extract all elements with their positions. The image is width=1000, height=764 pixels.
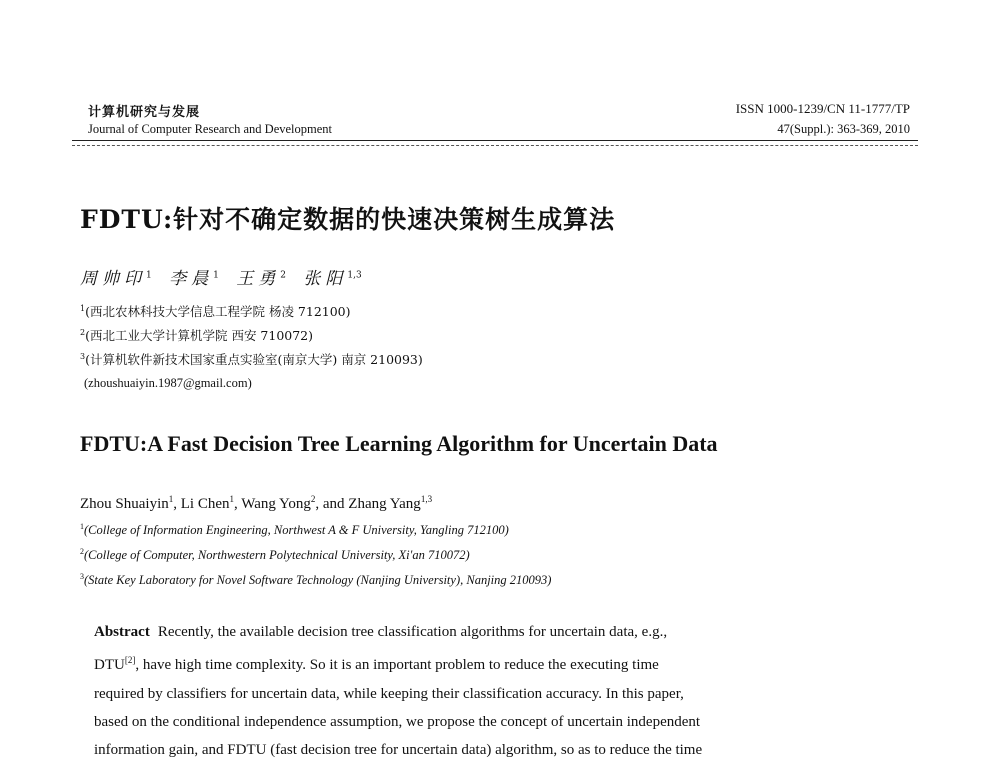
affiliation-cn: $^2$(西北工业大学计算机学院 西安 710072) — [80, 327, 314, 343]
author-cn: 张阳$^{1,3}$ — [303, 269, 362, 289]
volume-pages: 47(Suppl.): 363-369, 2010 — [777, 122, 910, 136]
author-cn: 周帅印$^1$ — [80, 269, 152, 289]
abstract-line: based on the conditional independence assumption, we propose the concept of uncertain independent — [94, 713, 701, 730]
affiliation-en: $^1$(College of Information Engineering, Northwest A & F University, Yangling 712100) — [80, 522, 509, 538]
title-cn: FDTU:针对不确定数据的快速决策树生成算法 — [80, 205, 616, 234]
header-rule-dashed — [72, 145, 918, 146]
author-email: (zhoushuaiyin.1987@gmail.com) — [84, 376, 252, 390]
affiliation-cn: $^1$(西北农林科技大学信息工程学院 杨凌 712100) — [80, 303, 351, 319]
abstract — [94, 618, 906, 764]
journal-name-cn: 计算机研究与发展 — [88, 105, 201, 120]
abstract-line: Abstract Recently, the available decision tree classification algorithms for uncertain data, e.g., — [94, 624, 668, 640]
abstract-line: required by classifiers for uncertain data, while keeping their classification accuracy. In this paper, — [94, 685, 684, 702]
citation-ref: [2] — [124, 655, 136, 666]
affiliation-cn: $^3$(计算机软件新技术国家重点实验室(南京大学) 南京 210093) — [80, 351, 423, 367]
issn: ISSN 1000-1239/CN 11-1777/TP — [735, 101, 910, 116]
abstract-line: DTU[2], have high time complexity. So it is an important problem to reduce the executing time — [94, 655, 659, 674]
authors-cn — [80, 264, 374, 289]
affiliation-en: $^3$(State Key Laboratory for Novel Software Technology (Nanjing University), Nanjing 210093) — [80, 572, 552, 588]
author-cn: 李晨$^1$ — [169, 269, 219, 289]
abstract-label: Abstract — [94, 624, 150, 640]
journal-name-en: Journal of Computer Research and Development — [88, 122, 333, 136]
affiliation-en: $^2$(College of Computer, Northwestern Polytechnical University, Xi'an 710072) — [80, 547, 470, 563]
author-cn: 王勇$^2$ — [236, 269, 287, 289]
title-en: FDTU:A Fast Decision Tree Learning Algorithm for Uncertain Data — [80, 431, 718, 456]
authors-en: Zhou Shuaiyin$^1$, Li Chen$^1$, Wang Yong$^2$, and Zhang Yang$^{1,3}$ — [80, 494, 433, 512]
header-rule — [72, 140, 918, 141]
abstract-line: information gain, and FDTU (fast decision tree for uncertain data) algorithm, so as to reduce the time — [94, 742, 703, 759]
